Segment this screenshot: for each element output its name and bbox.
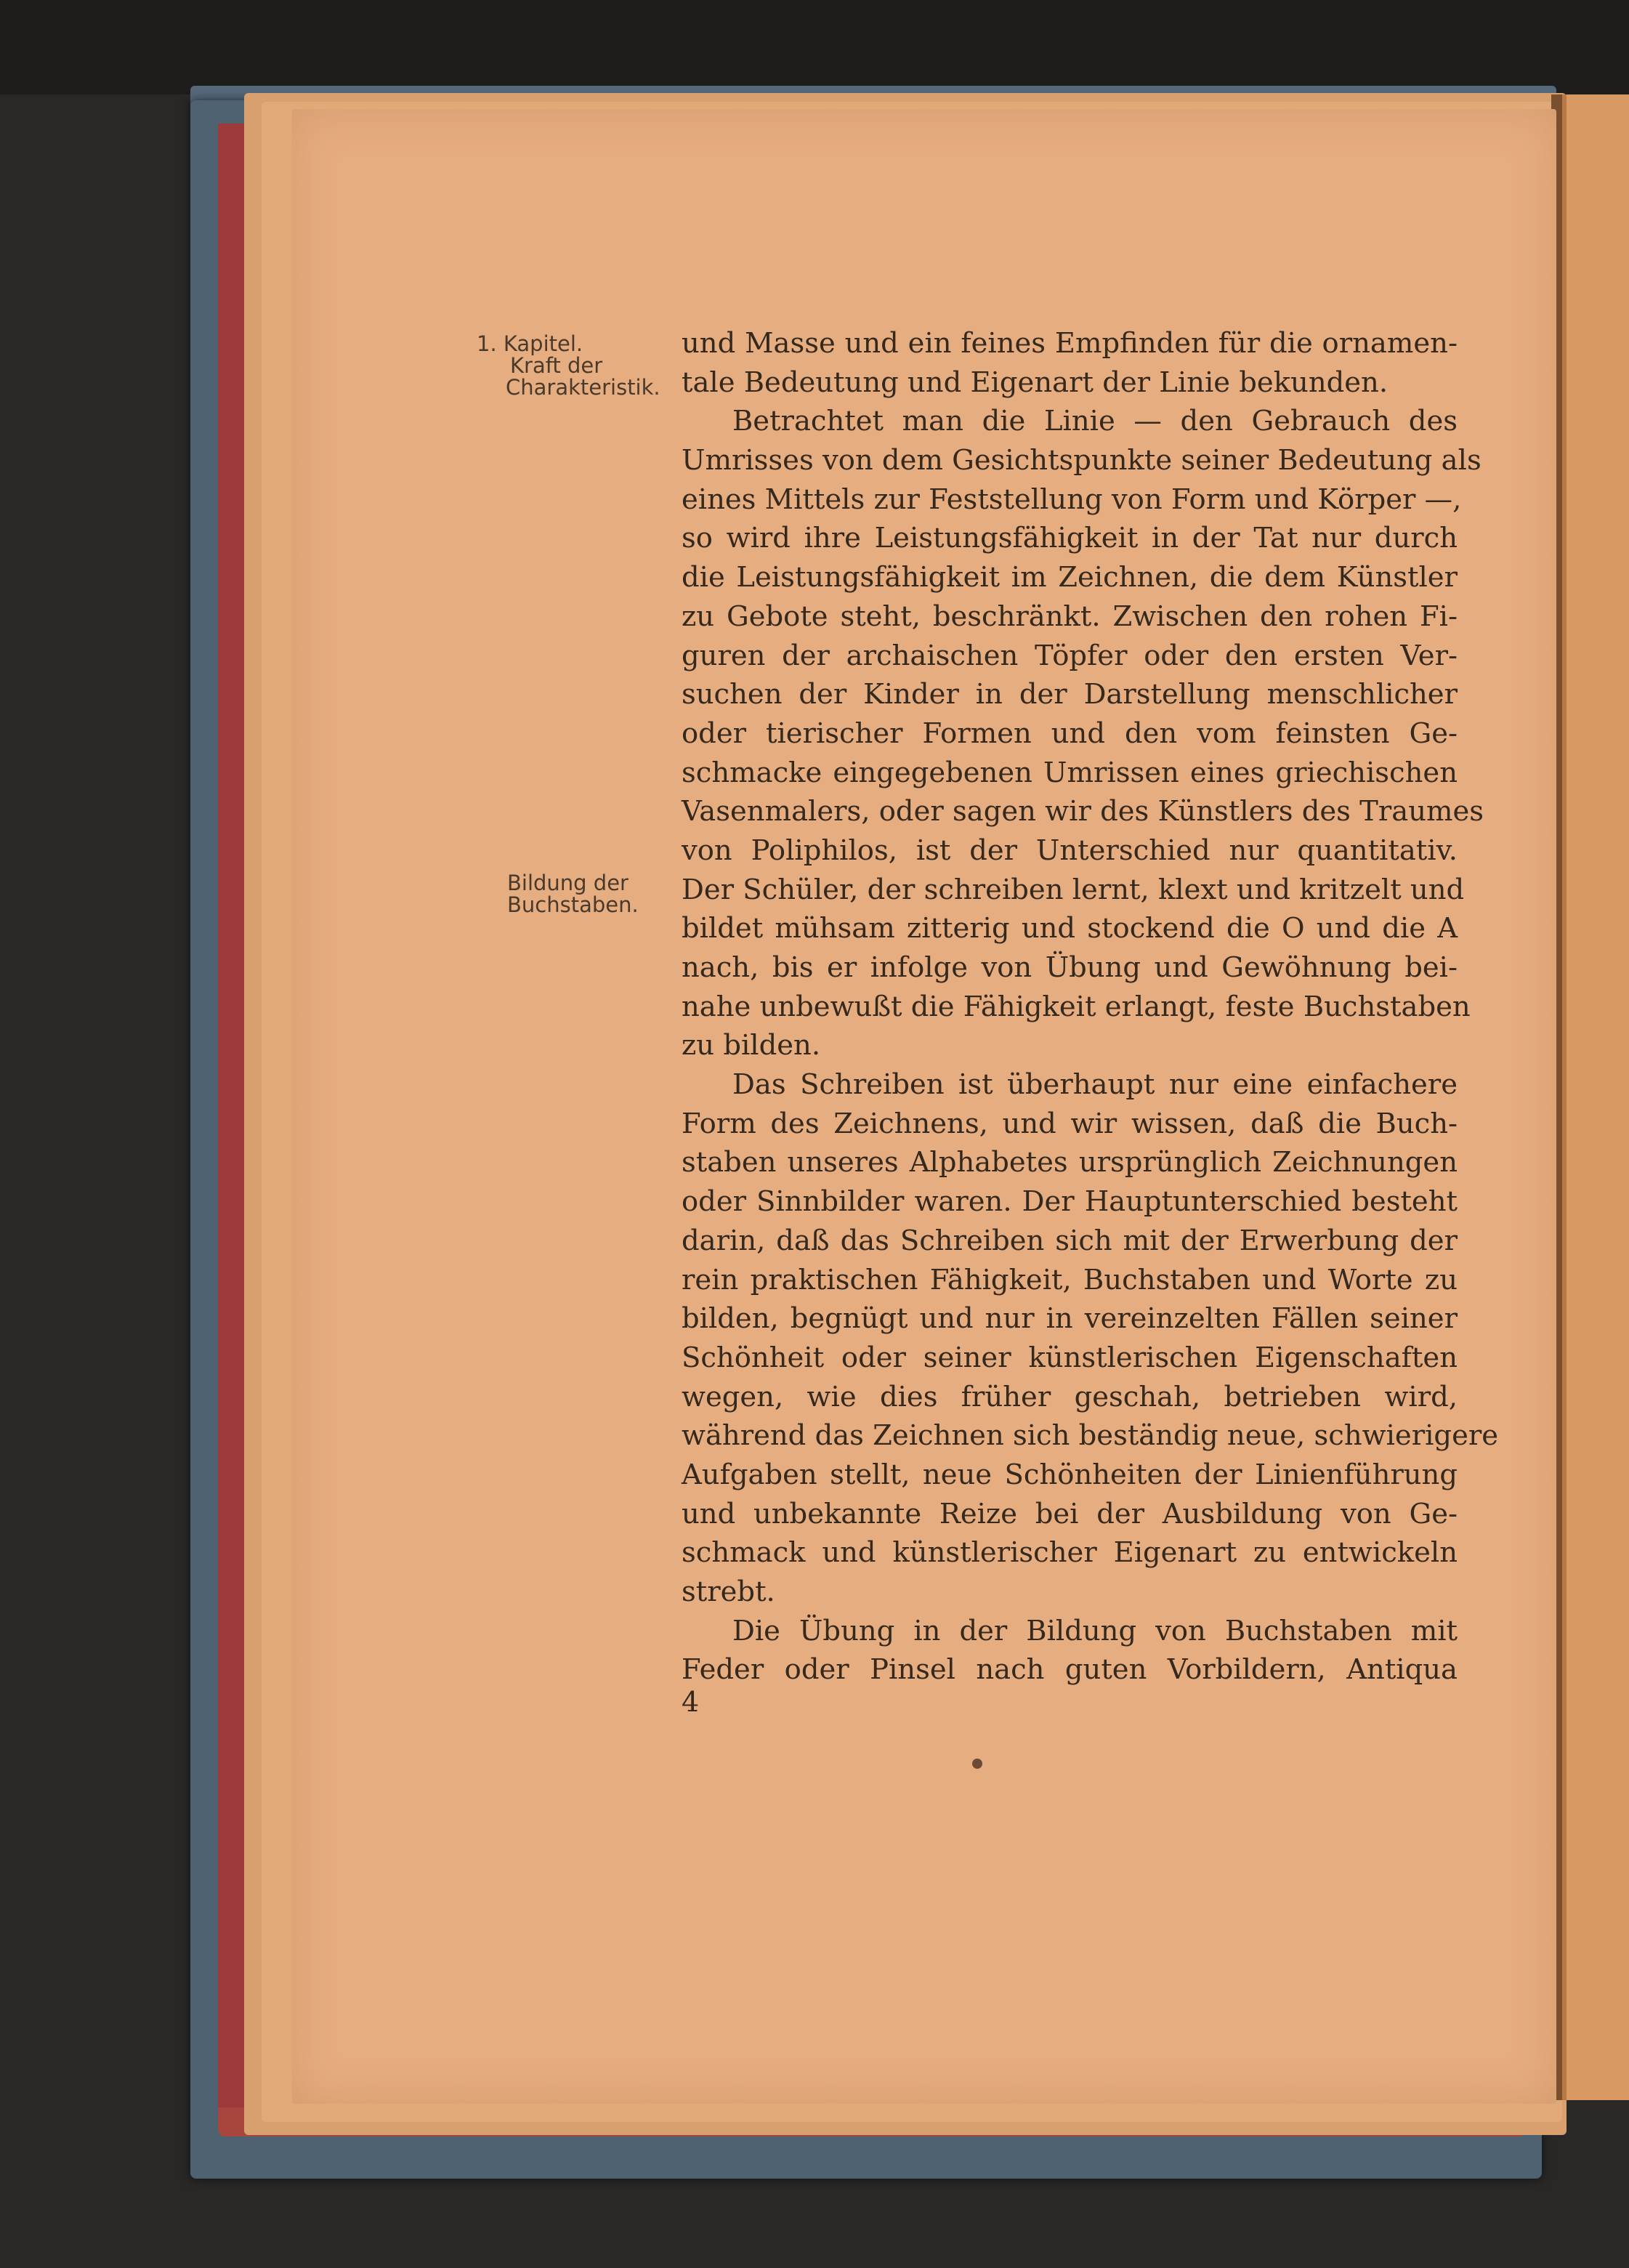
page-number: 4 — [682, 1686, 700, 1718]
text-line: schmack und künstlerischer Eigenart zu entwickeln — [682, 1536, 1458, 1570]
margin-note-line: Kraft der — [510, 353, 603, 378]
text-line: bilden, begnügt und nur in vereinzelten Fällen seiner — [682, 1302, 1458, 1336]
text-line: guren der archaischen Töpfer oder den ersten Ver- — [682, 639, 1458, 672]
text-line: schmacke eingegebenen Umrissen eines griechischen — [682, 756, 1458, 789]
book-edge-red — [218, 124, 246, 2129]
body-text — [682, 324, 1499, 1690]
text-line: darin, daß das Schreiben sich mit der Erwerbung der — [682, 1224, 1458, 1257]
text-line: die Leistungsfähigkeit im Zeichnen, die dem Künstler — [682, 561, 1458, 594]
margin-note-chapter — [477, 333, 660, 398]
text-line: Umrisses von dem Gesichtspunkte seiner Bedeutung als — [682, 444, 1482, 477]
text-line: oder Sinnbilder waren. Der Hauptunterschied besteht — [682, 1185, 1458, 1219]
text-line: strebt. — [682, 1575, 775, 1608]
margin-note-bildung — [507, 872, 639, 916]
text-line: staben unseres Alphabetes ursprünglich Zeichnungen — [682, 1146, 1458, 1179]
text-line: wegen, wie dies früher geschah, betrieben wird, — [682, 1380, 1458, 1413]
text-line: Aufgaben stellt, neue Schönheiten der Linienführung — [682, 1458, 1458, 1491]
margin-note-line: Charakteristik. — [506, 375, 660, 400]
text-line: während das Zeichnen sich beständig neue, schwierigere — [682, 1419, 1499, 1453]
ink-spot — [972, 1759, 982, 1769]
text-line: Die Übung in der Bildung von Buchstaben mit — [732, 1614, 1458, 1647]
text-line: eines Mittels zur Feststellung von Form und Körper —, — [682, 483, 1462, 516]
text-line: Betrachtet man die Linie — den Gebrauch des — [732, 405, 1458, 438]
margin-note-line: Buchstaben. — [507, 892, 639, 917]
margin-note-line: 1. Kapitel. — [477, 331, 583, 356]
margin-note-line: Bildung der — [507, 871, 628, 895]
text-line: tale Bedeutung und Eigenart der Linie bekunden. — [682, 366, 1389, 399]
text-line: bildet mühsam zitterig und stockend die O und die A — [682, 912, 1458, 945]
facing-page-edge — [1562, 94, 1629, 2100]
background — [0, 0, 1629, 94]
text-line: oder tierischer Formen und den vom feinsten Ge- — [682, 717, 1458, 750]
text-line: Der Schüler, der schreiben lernt, klext und kritzelt und — [682, 873, 1465, 906]
text-line: Vasenmalers, oder sagen wir des Künstlers des Traumes — [682, 795, 1484, 828]
text-line: nach, bis er infolge von Übung und Gewöhnung bei- — [682, 951, 1458, 984]
text-line: Das Schreiben ist überhaupt nur eine einfachere — [732, 1068, 1458, 1102]
text-line: und Masse und ein feines Empfinden für die ornamen- — [682, 327, 1458, 360]
text-line: Form des Zeichnens, und wir wissen, daß die Buch- — [682, 1107, 1458, 1140]
text-line: rein praktischen Fähigkeit, Buchstaben und Worte zu — [682, 1263, 1458, 1296]
text-line: Schönheit oder seiner künstlerischen Eigenschaften — [682, 1341, 1458, 1374]
text-line: Feder oder Pinsel nach guten Vorbildern, Antiqua — [682, 1653, 1458, 1687]
text-line: und unbekannte Reize bei der Ausbildung von Ge- — [682, 1497, 1458, 1530]
text-line: so wird ihre Leistungsfähigkeit in der Tat nur durch — [682, 522, 1458, 555]
text-line: suchen der Kinder in der Darstellung menschlicher — [682, 678, 1458, 711]
text-line: zu bilden. — [682, 1029, 821, 1062]
text-line: von Poliphilos, ist der Unterschied nur quantitativ. — [682, 834, 1458, 867]
text-line: nahe unbewußt die Fähigkeit erlangt, feste Buchstaben — [682, 990, 1471, 1023]
text-line: zu Gebote steht, beschränkt. Zwischen den rohen Fi- — [682, 600, 1458, 633]
